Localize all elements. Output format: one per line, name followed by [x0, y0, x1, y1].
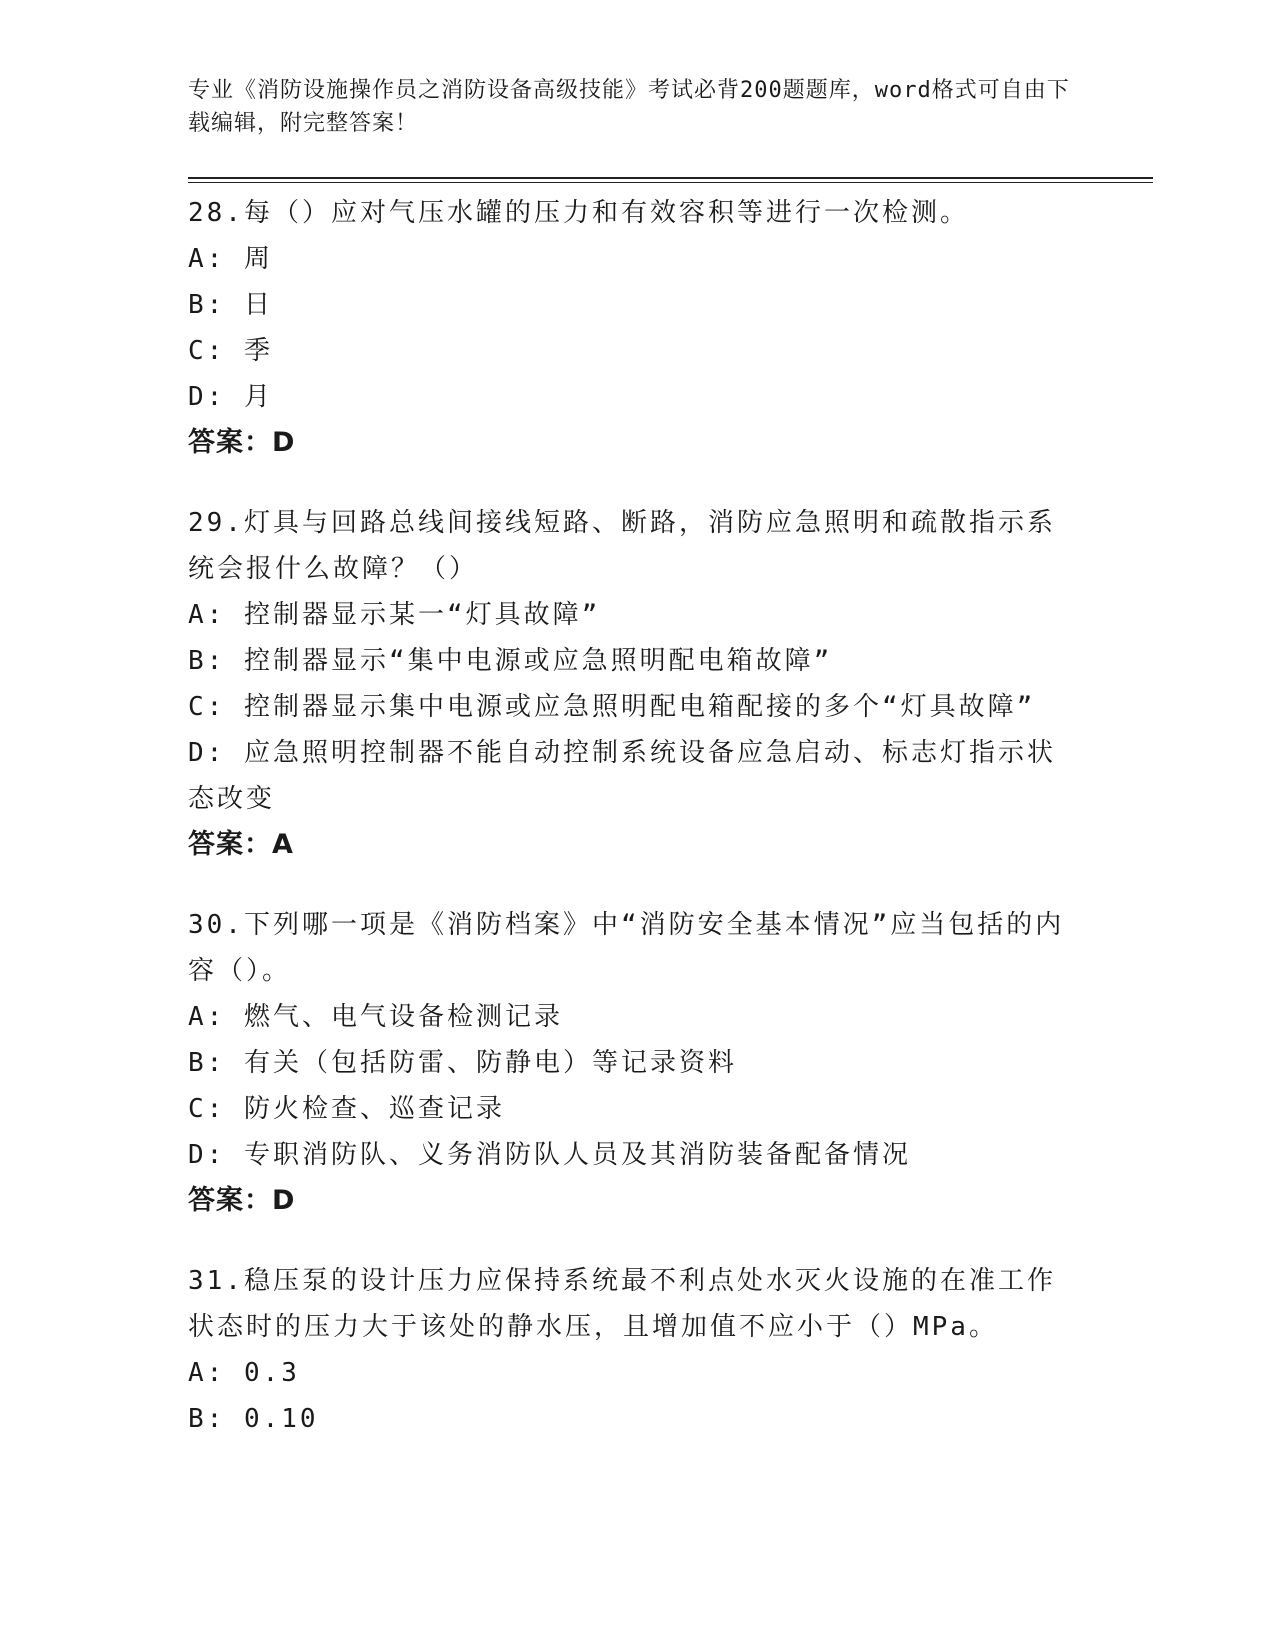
question-item [188, 1258, 1083, 1442]
option-c: C: 控制器显示集中电源或应急照明配电箱配接的多个“灯具故障” [188, 692, 1036, 722]
question-stem: 31.稳压泵的设计压力应保持系统最不利点处水灭火设施的在准工作状态时的压力大于该处的静水压，且增加值不应小于（）MPa。 [188, 1266, 1056, 1342]
question-item [188, 902, 1083, 1224]
option-c: C: 季 [188, 336, 273, 366]
question-stem: 30.下列哪一项是《消防档案》中“消防安全基本情况”应当包括的内容（）。 [188, 910, 1065, 986]
option-d: D: 应急照明控制器不能自动控制系统设备应急启动、标志灯指示状态改变 [188, 738, 1056, 814]
document-header: 专业《消防设施操作员之消防设备高级技能》考试必背200题题库，word格式可自由下载编辑，附完整答案！ [188, 78, 1070, 136]
option-a: A: 燃气、电气设备检测记录 [188, 1002, 563, 1032]
option-a: A: 控制器显示某一“灯具故障” [188, 600, 601, 630]
answer-label: 答案：A [188, 829, 294, 860]
question-item [188, 500, 1083, 868]
question-item [188, 190, 1083, 466]
option-b: B: 0.10 [188, 1404, 319, 1434]
option-b: B: 有关（包括防雷、防静电）等记录资料 [188, 1048, 737, 1078]
question-list [188, 190, 1083, 1476]
question-stem: 28.每（）应对气压水罐的压力和有效容积等进行一次检测。 [188, 198, 969, 228]
option-d: D: 月 [188, 382, 273, 412]
option-a: A: 周 [188, 244, 273, 274]
answer-label: 答案：D [188, 1185, 296, 1216]
option-b: B: 控制器显示“集中电源或应急照明配电箱故障” [188, 646, 833, 676]
option-b: B: 日 [188, 290, 273, 320]
option-d: D: 专职消防队、义务消防队人员及其消防装备配备情况 [188, 1140, 911, 1170]
header-divider [188, 177, 1153, 183]
option-c: C: 防火检查、巡查记录 [188, 1094, 505, 1124]
answer-label: 答案：D [188, 427, 296, 458]
option-a: A: 0.3 [188, 1358, 300, 1388]
question-stem: 29.灯具与回路总线间接线短路、断路，消防应急照明和疏散指示系统会报什么故障？（） [188, 508, 1056, 584]
